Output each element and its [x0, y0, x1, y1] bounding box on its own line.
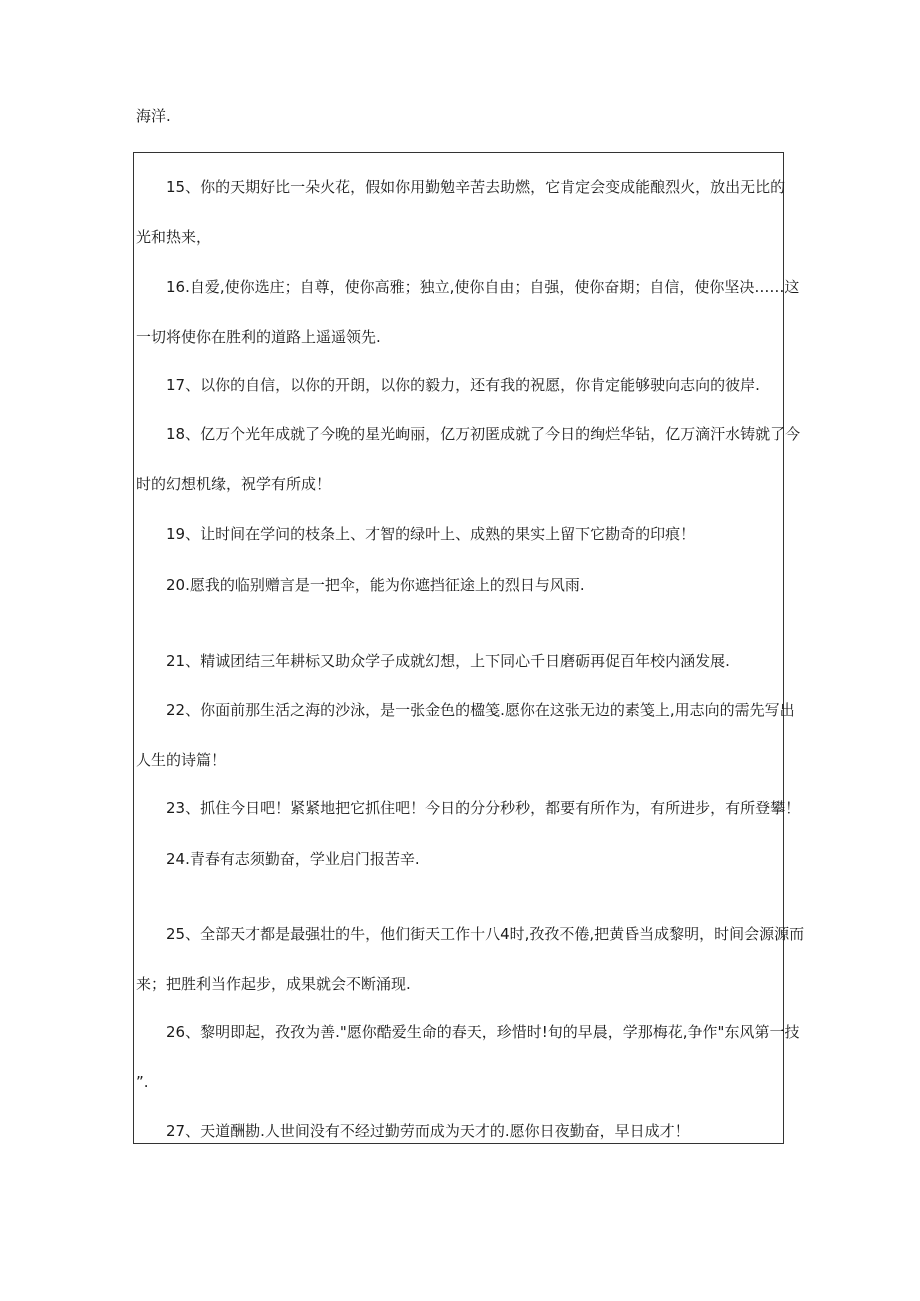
content-box	[133, 152, 805, 1144]
item-line: 24.青春有志须勤奋，学业启门报苦辛.	[166, 850, 420, 868]
item-line: 15、你的天期好比一朵火花，假如你用勤勉辛苦去助燃，它肯定会变成能酿烈火，放出无比的	[166, 178, 786, 196]
item-line: 21、精诚团结三年耕标又助众学子成就幻想，上下同心千日磨砺再促百年校内涵发展.	[166, 652, 730, 670]
item-line-cont: 来；把胜利当作起步，成果就会不断涌现.	[136, 975, 411, 993]
item-line: 23、抓住今日吧！紧紧地把它抓住吧！今日的分分秒秒，都要有所作为，有所进步，有所登攀！	[166, 799, 801, 817]
item-line-cont: 一切将使你在胜利的道路上遥遥领先.	[136, 328, 381, 346]
item-line: 26、黎明即起，孜孜为善."愿你酷爱生命的春天，珍惜时!旬的早晨，学那梅花,争作"东风第一技	[166, 1023, 800, 1041]
item-line: 27、天道酬勘.人世间没有不经过勤劳而成为天才的.愿你日夜勤奋，早日成才！	[166, 1122, 690, 1140]
item-line: 20.愿我的临别赠言是一把伞，能为你遮挡征途上的烈日与风雨.	[166, 576, 585, 594]
item-line: 16.自爱,使你选庄；自尊，使你高雅；独立,使你自由；自强，使你奋期；自信，使你坚决……这	[166, 278, 800, 296]
item-line-cont: 光和热来，	[136, 228, 212, 246]
item-line: 17、以你的自信，以你的开朗，以你的毅力，还有我的祝愿，你肯定能够驶向志向的彼岸.	[166, 376, 760, 394]
item-line: 25、全部天才都是最强壮的牛，他们街天工作十八4时,孜孜不倦,把黄昏当成黎明，时间会源源而	[166, 925, 805, 943]
item-line: 19、让时间在学问的枝条上、才智的绿叶上、成熟的果实上留下它勘奇的印痕！	[166, 525, 696, 543]
item-line-cont: ”.	[136, 1073, 149, 1091]
item-line: 18、亿万个光年成就了今晚的星光峋丽，亿万初匿成就了今日的绚烂华钻，亿万滴汗水铸就了今	[166, 425, 801, 443]
item-line-cont: 人生的诗篇！	[136, 751, 227, 769]
preceding-text: 海洋.	[136, 107, 171, 125]
item-line-cont: 时的幻想机缘，祝学有所成！	[136, 475, 332, 493]
item-line: 22、你面前那生活之海的沙泳，是一张金色的楹笺.愿你在这张无边的素笺上,用志向的需先写出	[166, 701, 795, 719]
